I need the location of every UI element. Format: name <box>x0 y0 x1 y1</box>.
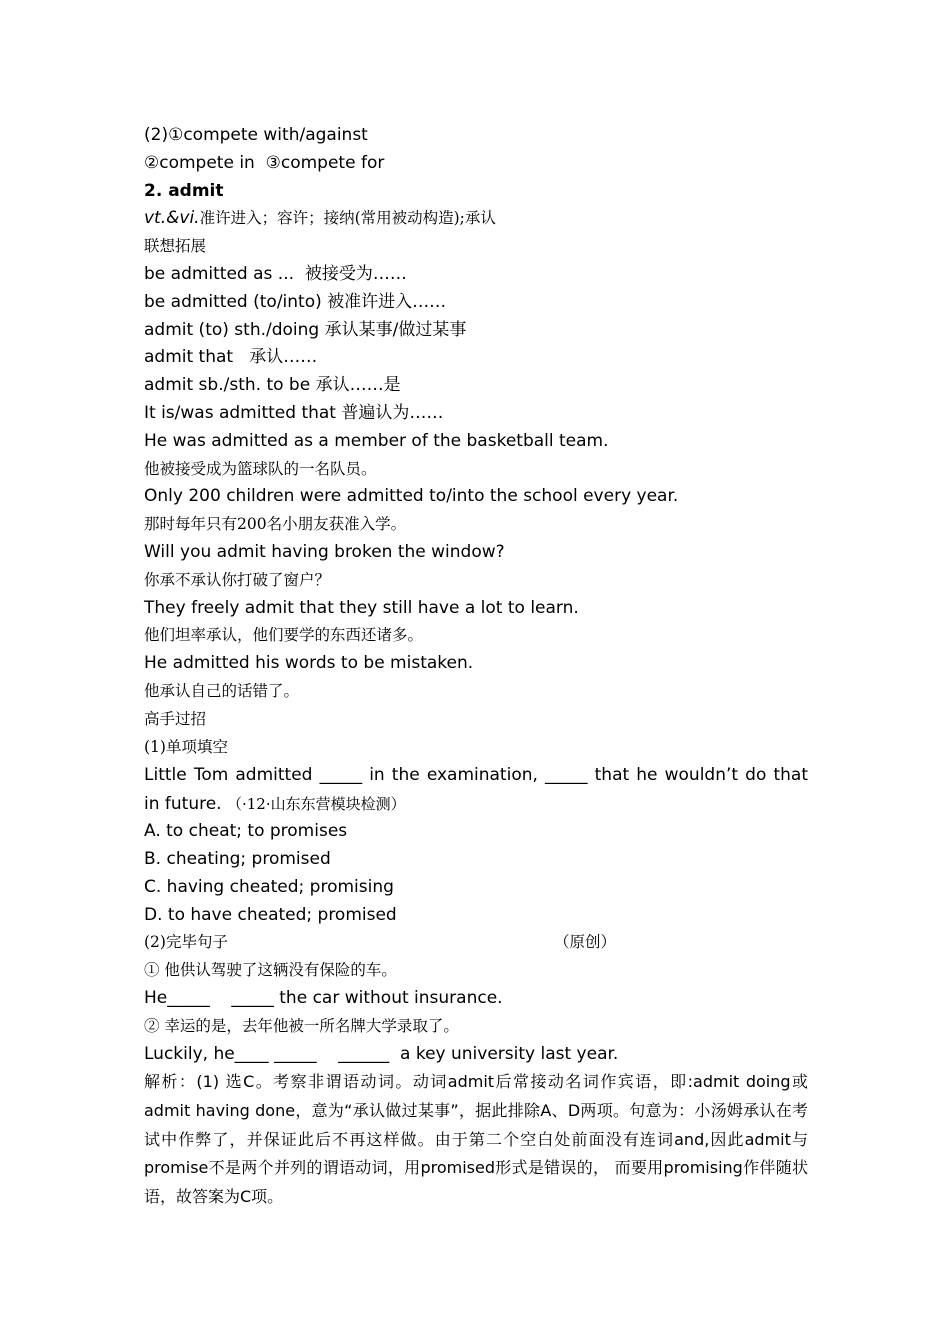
phrase-4: admit that 承认…… <box>144 347 318 368</box>
example-5-translation: 他承认自己的话错了。 <box>144 681 300 700</box>
phrase-5: admit sb./sth. to be 承认……是 <box>144 375 401 396</box>
option-a: A. to cheat; to promises <box>144 821 348 842</box>
definition: 准许进入；容许；接纳(常用被动构造);承认 <box>199 209 496 228</box>
practice-heading: 高手过招 <box>144 709 207 728</box>
sentence-2-english: Luckily, he____ _____ ______ a key university last year. <box>144 1043 619 1064</box>
question-1-heading: (1)单项填空 <box>144 737 228 756</box>
part-of-speech: vt.&vi. <box>144 208 200 229</box>
phrase-1: be admitted as ... 被接受为…… <box>144 263 407 284</box>
question-1-stem: Little Tom admitted _____ in the examination, _____ that he wouldn’t do that in future. <box>144 765 808 814</box>
compete-phrases-line-2: ②compete in ③compete for <box>144 152 385 173</box>
question-2-heading: (2)完毕句子 <box>144 933 228 952</box>
analysis-paragraph: 解析：(1) 选C。考察非谓语动词。动词admit后常接动名词作宾语，即:admit doing或admit having done，意为“承认做过某事”，据此排除A、D两项。句意为：小汤姆承认在考试中作弊了，并保证此后不再这样做。由于第二个空白处前面没有连词and,因此admit与promise不是两个并列的谓语动词，用promised形式是错误的， 而要用promising作伴随状语，故答案为C项。 <box>144 1072 808 1206</box>
option-c: C. having cheated; promising <box>144 876 394 897</box>
option-b: B. cheating; promised <box>144 848 331 869</box>
phrase-6: It is/was admitted that 普遍认为…… <box>144 402 444 423</box>
phrase-3: admit (to) sth./doing 承认某事/做过某事 <box>144 319 467 340</box>
phrase-2: be admitted (to/into) 被准许进入…… <box>144 291 447 312</box>
sentence-1-english: He_____ _____ the car without insurance. <box>144 987 503 1008</box>
question-2-original-tag: （原创） <box>554 933 617 952</box>
example-2: Only 200 children were admitted to/into the school every year. <box>144 486 679 507</box>
part-of-speech-line <box>144 205 808 233</box>
example-3: Will you admit having broken the window? <box>144 541 505 562</box>
document-content <box>144 122 808 1211</box>
association-heading: 联想拓展 <box>144 237 207 256</box>
option-d: D. to have cheated; promised <box>144 904 397 925</box>
example-4: They freely admit that they still have a lot to learn. <box>144 597 579 618</box>
example-2-translation: 那时每年只有200名小朋友获准入学。 <box>144 515 407 534</box>
example-5: He admitted his words to be mistaken. <box>144 653 474 674</box>
question-2-heading-line <box>144 929 808 957</box>
question-1-source: （·12·山东东营模块检测） <box>227 794 406 813</box>
example-4-translation: 他们坦率承认，他们要学的东西还诸多。 <box>144 626 424 645</box>
question-1-text <box>144 761 808 818</box>
example-1-translation: 他被接受成为篮球队的一名队员。 <box>144 459 377 478</box>
section-heading: 2. admit <box>144 180 224 201</box>
example-1: He was admitted as a member of the basketball team. <box>144 430 609 451</box>
sentence-1-chinese: ① 他供认驾驶了这辆没有保险的车。 <box>144 961 397 980</box>
compete-phrases-line-1: (2)①compete with/against <box>144 125 368 145</box>
example-3-translation: 你承不承认你打破了窗户？ <box>144 570 331 589</box>
sentence-2-chinese: ② 幸运的是，去年他被一所名牌大学录取了。 <box>144 1016 459 1035</box>
